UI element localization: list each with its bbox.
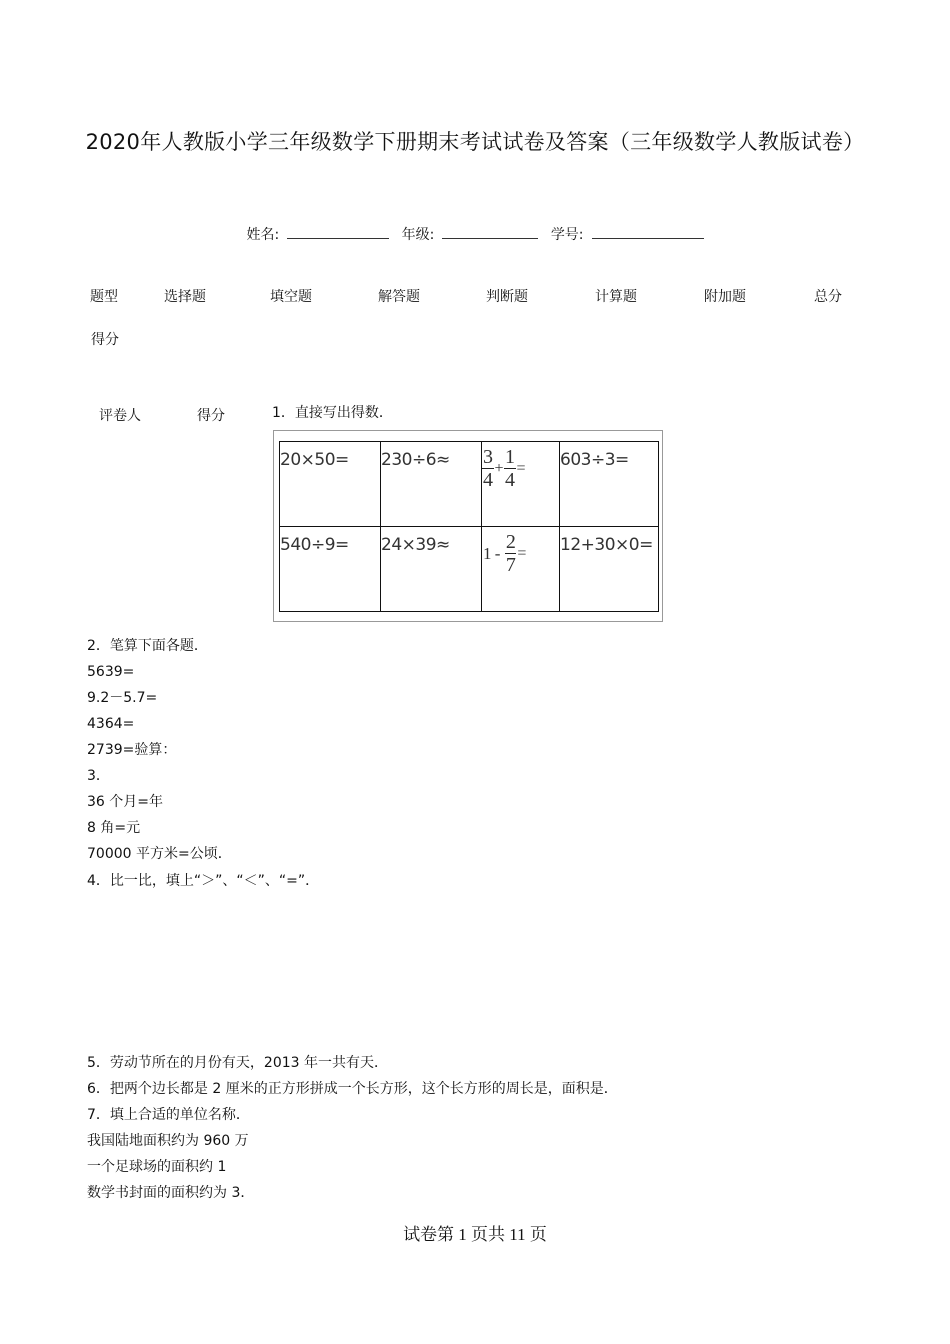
question-line: 2739=验算： — [87, 742, 177, 758]
fraction — [504, 446, 516, 491]
fraction-denominator: 4 — [483, 469, 493, 491]
question-line: 4364= — [87, 716, 135, 732]
question-line: 70000 平方米=公顷． — [87, 846, 232, 862]
name-blank[interactable] — [287, 226, 389, 239]
fraction — [482, 446, 494, 491]
id-label: 学号: — [550, 227, 584, 243]
minuend: 1 - — [483, 543, 500, 563]
reviewer-label: 评卷人 — [99, 408, 141, 424]
calculation-table — [279, 441, 659, 612]
score-header-cell: 选择题 — [164, 289, 206, 305]
page-title: 2020年人教版小学三年级数学下册期末考试试卷及答案（三年级数学人教版试卷） — [85, 130, 865, 154]
fraction-denominator: 7 — [505, 554, 516, 576]
score-header-cell: 解答题 — [378, 289, 420, 305]
calc-cell[interactable]: 20×50= — [280, 442, 381, 527]
student-info — [0, 224, 950, 244]
plus-sign: + — [494, 459, 504, 477]
fraction-denominator: 4 — [505, 469, 515, 491]
equals-sign: = — [516, 459, 526, 477]
question-5: 5．劳动节所在的月份有天，2013 年一共有天． — [87, 1055, 388, 1071]
calculation-grid — [273, 430, 663, 622]
equals-sign: = — [517, 544, 526, 562]
question-1-title: 1．直接写出得数． — [272, 405, 393, 421]
question-3-title: 3． — [87, 768, 110, 784]
calc-cell[interactable]: 540÷9= — [280, 527, 381, 612]
score-row-label: 得分 — [91, 332, 119, 348]
fraction — [505, 531, 517, 576]
score-header-cell: 总分 — [814, 289, 842, 305]
score-header-cell: 判断题 — [486, 289, 528, 305]
score-header-cell: 题型 — [90, 289, 118, 305]
question-7-title: 7．填上合适的单位名称． — [87, 1107, 250, 1123]
question-6: 6．把两个边长都是 2 厘米的正方形拼成一个长方形，这个长方形的周长是，面积是． — [87, 1081, 618, 1097]
score-header-cell: 填空题 — [270, 289, 312, 305]
calc-cell[interactable]: 12+30×0= — [560, 527, 659, 612]
name-label: 姓名: — [246, 227, 280, 243]
fraction-numerator: 3 — [483, 446, 493, 468]
calc-cell[interactable]: 24×39≈ — [381, 527, 482, 612]
fraction-numerator: 1 — [505, 446, 515, 468]
score-header-cell: 计算题 — [595, 289, 637, 305]
calc-cell[interactable]: 230÷6≈ — [381, 442, 482, 527]
question-line: 我国陆地面积约为 960 万 — [87, 1133, 249, 1149]
question-2-title: 2．笔算下面各题． — [87, 638, 208, 654]
question-4: 4．比一比，填上“＞”、“＜”、“=”． — [87, 873, 320, 889]
question-line: 数学书封面的面积约为 3． — [87, 1185, 255, 1201]
id-blank[interactable] — [592, 226, 704, 239]
question-line: 5639= — [87, 664, 135, 680]
calc-cell-fraction-sum[interactable] — [482, 442, 560, 527]
grader-score-label: 得分 — [197, 408, 225, 424]
question-line: 36 个月=年 — [87, 794, 163, 810]
question-line: 一个足球场的面积约 1 — [87, 1159, 227, 1175]
grade-blank[interactable] — [442, 226, 538, 239]
page-footer: 试卷第 1 页共 11 页 — [403, 1225, 547, 1244]
calc-cell-fraction-diff[interactable] — [482, 527, 560, 612]
score-header-cell: 附加题 — [704, 289, 746, 305]
fraction-numerator: 2 — [505, 531, 516, 553]
question-line: 8 角=元 — [87, 820, 141, 836]
question-line: 9.2－5.7= — [87, 690, 158, 706]
calc-cell[interactable]: 603÷3= — [560, 442, 659, 527]
grade-label: 年级: — [401, 227, 435, 243]
